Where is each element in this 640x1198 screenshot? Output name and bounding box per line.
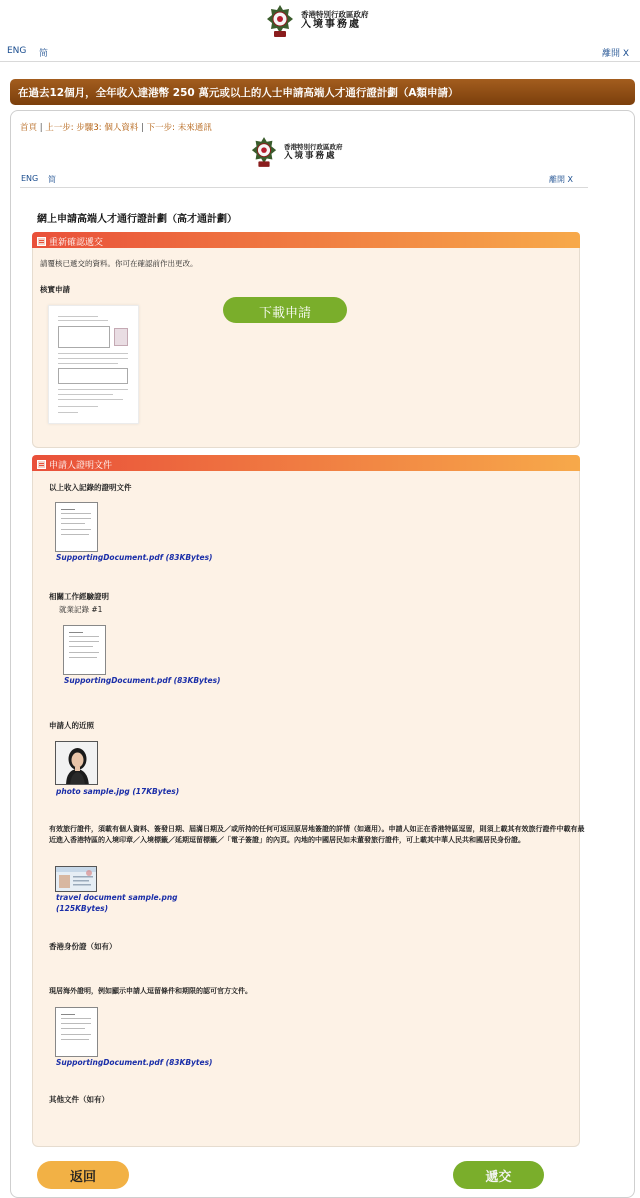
overseas-residence-label: 現居海外證明，例如顯示申請人逗留條件和期限的認可官方文件。	[49, 987, 252, 995]
work-experience-label: 相關工作經驗證明	[49, 592, 109, 601]
immigration-emblem-icon	[265, 4, 295, 38]
travel-document-thumbnail[interactable]	[55, 866, 97, 892]
immigration-emblem-icon	[250, 136, 278, 168]
documents-section-body	[32, 471, 580, 1147]
inner-header-divider	[20, 187, 588, 188]
portrait-icon	[56, 742, 98, 785]
documents-section-header	[32, 455, 580, 471]
breadcrumb	[20, 121, 212, 133]
back-button[interactable]: 返回	[37, 1161, 129, 1189]
hk-immigration-logo	[265, 4, 369, 38]
dept-name-line2: 入境事務處	[301, 19, 361, 31]
work-document-thumbnail[interactable]	[63, 625, 106, 675]
verify-application-label: 核實申請	[40, 285, 70, 294]
travel-document-size: (125KBytes)	[56, 903, 109, 913]
header-divider	[0, 61, 640, 62]
applicant-photo-link[interactable]: photo sample.jpg (17KBytes)	[56, 787, 180, 796]
page-title: 在過去12個月，全年收入達港幣 250 萬元或以上的人士申請高端人才通行證計劃（A類申請）	[18, 87, 459, 99]
applicant-photo-label: 申請人的近照	[49, 721, 94, 730]
form-title: 網上申請高端人才通行證計劃（高才通計劃）	[37, 214, 237, 225]
travel-document-description: 有效旅行證件，須載有個人資料、簽發日期、屆滿日期及／或所持的任何可返回原居地簽證的詳情（如適用）。申請人如正在香港特區逗留，則須上載其有效旅行證件中載有最近進入香港特區的入境印章／入境標籤／延期逗留標籤／「電子簽證」的內頁。內地的中國居民如未董發旅行證件，可上載其中華人民共和國居民身份證。	[49, 825, 585, 844]
income-document-thumbnail[interactable]	[55, 502, 98, 552]
other-documents-label: 其他文件（如有）	[49, 1095, 109, 1104]
travel-document-filename: travel document sample.png	[56, 893, 178, 902]
dept-name-line2: 入境事務處	[284, 150, 337, 161]
breadcrumb-home-link[interactable]: 首頁	[20, 123, 38, 133]
section-form-icon	[37, 237, 46, 246]
passport-page-icon	[56, 867, 97, 892]
breadcrumb-next-link[interactable]: 下一步: 未來通訊	[146, 123, 212, 133]
employment-record-label: 就業記錄 #1	[59, 605, 103, 614]
review-section-heading: 重新確認遞交	[49, 237, 104, 248]
overseas-document-thumbnail[interactable]	[55, 1007, 98, 1057]
review-section-header	[32, 232, 580, 248]
overseas-document-link[interactable]: SupportingDocument.pdf (83KBytes)	[56, 1058, 213, 1067]
documents-section-heading: 申請人證明文件	[49, 460, 113, 471]
dept-name-line1: 香港特別行政區政府	[301, 10, 369, 20]
travel-document-link[interactable]	[56, 893, 178, 914]
breadcrumb-prev-link[interactable]: 上一步: 步驟3: 個人資料	[45, 123, 139, 133]
section-form-icon	[37, 460, 46, 469]
inner-lang-simplified-link[interactable]: 简	[48, 175, 56, 184]
applicant-photo-thumbnail[interactable]	[55, 741, 98, 785]
application-preview-thumbnail[interactable]	[48, 305, 139, 424]
income-document-link[interactable]: SupportingDocument.pdf (83KBytes)	[56, 553, 213, 562]
work-document-link[interactable]: SupportingDocument.pdf (83KBytes)	[64, 676, 221, 685]
breadcrumb-separator: |	[37, 123, 46, 133]
income-proof-label: 以上收入記錄的證明文件	[49, 483, 132, 492]
inner-exit-link[interactable]: 離開 X	[549, 175, 574, 184]
hkid-label: 香港身份證（如有）	[49, 942, 117, 951]
review-instruction: 請覆核已遞交的資料。你可在確認前作出更改。	[40, 259, 198, 268]
breadcrumb-separator: |	[138, 123, 147, 133]
page-title-bar	[10, 79, 635, 105]
download-application-button[interactable]: 下載申請	[223, 297, 347, 323]
lang-simplified-link[interactable]: 简	[39, 49, 49, 59]
submit-button[interactable]: 遞交	[453, 1161, 544, 1189]
preview-photo-icon	[114, 328, 128, 346]
inner-immigration-logo	[250, 136, 343, 168]
dept-name-line1: 香港特別行政區政府	[284, 142, 343, 151]
exit-link[interactable]: 離開 X	[602, 49, 630, 59]
inner-lang-eng-link[interactable]: ENG	[21, 174, 39, 183]
lang-eng-link[interactable]: ENG	[7, 46, 27, 56]
